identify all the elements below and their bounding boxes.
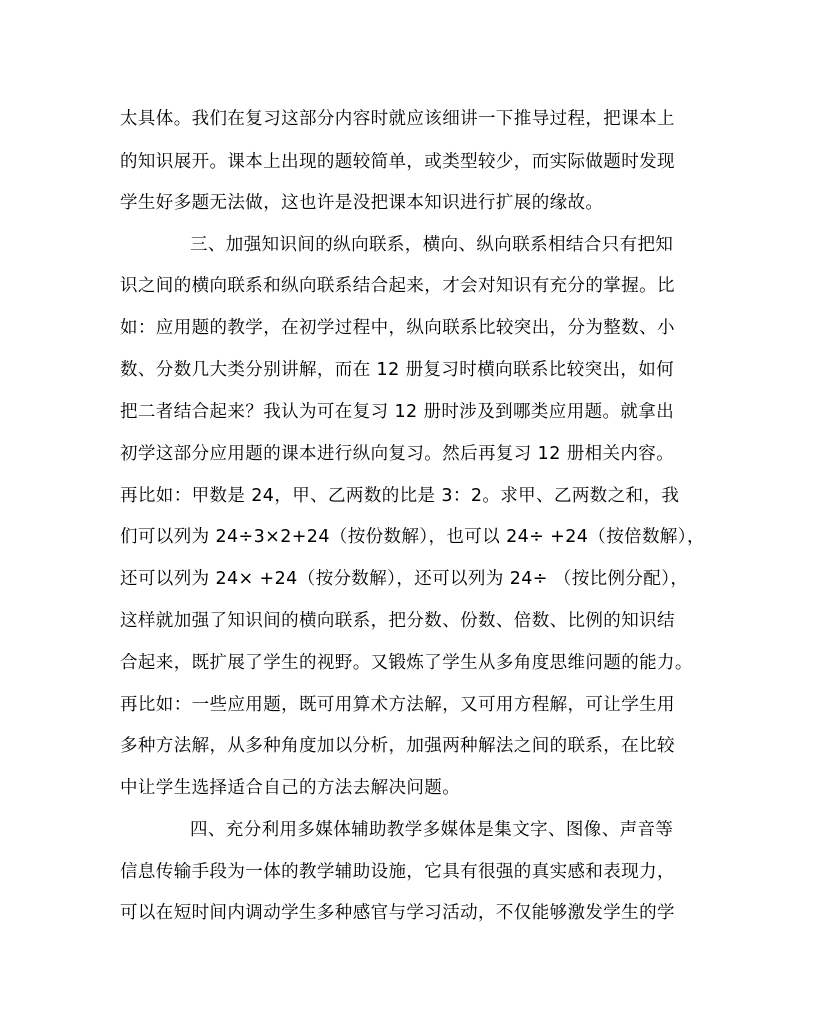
text-line: 太具体。我们在复习这部分内容时就应该细讲一下推导过程，把课本上 — [120, 109, 675, 129]
section-three-heading-line: 三、加强知识间的纵向联系，横向、纵向联系相结合只有把知 — [190, 235, 674, 255]
text-line: 初学这部分应用题的课本进行纵向复习。然后再复习 12 册相关内容。 — [120, 444, 675, 464]
text-line: 识之间的横向联系和纵向联系结合起来，才会对知识有充分的掌握。比 — [120, 276, 675, 296]
text-line: 可以在短时间内调动学生多种感官与学习活动，不仅能够激发学生的学 — [120, 903, 675, 923]
text-line: 这样就加强了知识间的横向联系，把分数、份数、倍数、比例的知识结 — [120, 611, 675, 631]
text-line: 学生好多题无法做，这也许是没把课本知识进行扩展的缘故。 — [120, 193, 604, 213]
text-line: 合起来，既扩展了学生的视野。又锻炼了学生从多角度思维问题的能力。 — [120, 653, 693, 673]
text-line: 中让学生选择适合自己的方法去解决问题。 — [120, 778, 461, 798]
text-line: 再比如：甲数是 24，甲、乙两数的比是 3：2。求甲、乙两数之和，我 — [120, 486, 680, 506]
text-line: 如：应用题的教学，在初学过程中，纵向联系比较突出，分为整数、小 — [120, 318, 675, 338]
text-line: 的知识展开。课本上出现的题较简单，或类型较少，而实际做题时发现 — [120, 152, 675, 172]
text-line: 们可以列为 24÷3×2+24（按份数解），也可以 24÷ +24（按倍数解）， — [120, 527, 705, 547]
text-line: 数、分数几大类分别讲解，而在 12 册复习时横向联系比较突出，如何 — [120, 360, 675, 380]
text-line: 信息传输手段为一体的教学辅助设施，它具有很强的真实感和表现力， — [120, 862, 675, 882]
text-line: 再比如：一些应用题，既可用算术方法解，又可用方程解，可让学生用 — [120, 695, 675, 715]
section-four-heading-line: 四、充分利用多媒体辅助教学多媒体是集文字、图像、声音等 — [190, 820, 674, 840]
text-line: 把二者结合起来？我认为可在复习 12 册时涉及到哪类应用题。就拿出 — [120, 402, 675, 422]
text-line: 还可以列为 24× +24（按分数解），还可以列为 24÷ （按比例分配）， — [120, 569, 689, 589]
text-line: 多种方法解，从多种角度加以分析，加强两种解法之间的联系，在比较 — [120, 736, 675, 756]
